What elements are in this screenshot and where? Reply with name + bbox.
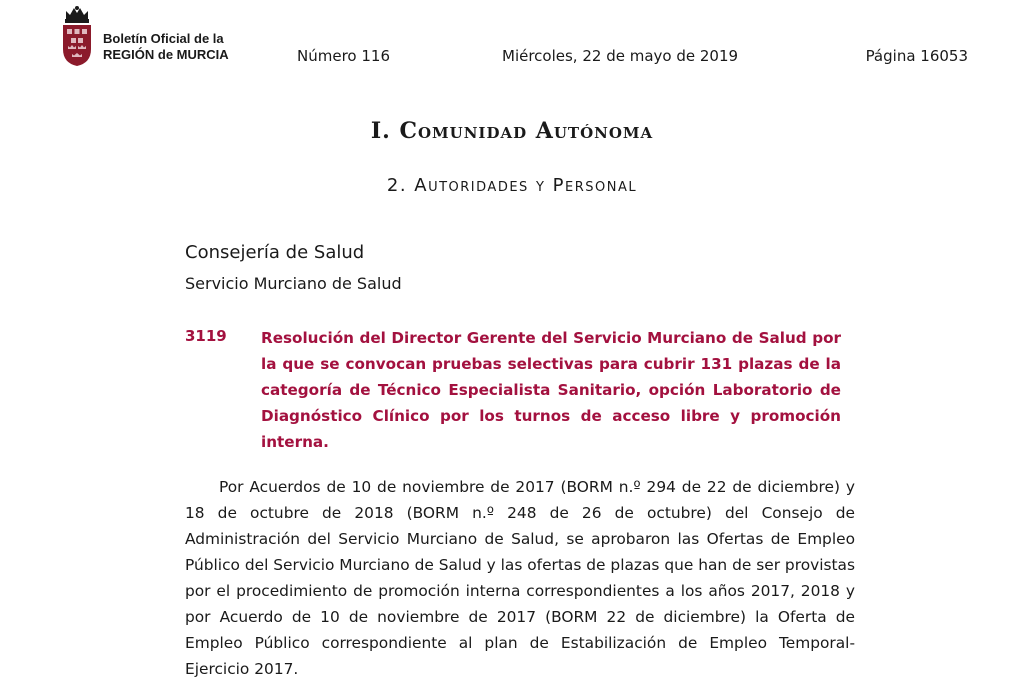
section-title: I. Comunidad Autónoma <box>370 118 654 144</box>
issue-number: Número 116 <box>297 47 390 65</box>
department-name: Consejería de Salud <box>185 242 365 263</box>
coat-of-arms-icon <box>60 5 94 67</box>
page-number: Página 16053 <box>865 47 968 65</box>
brand-line-2: REGIÓN de MURCIA <box>103 47 229 62</box>
document-header <box>0 0 1024 80</box>
issue-date: Miércoles, 22 de mayo de 2019 <box>502 47 739 65</box>
subsection-title: 2. Autoridades y Personal <box>386 175 638 196</box>
body-paragraph: Por Acuerdos de 10 de noviembre de 2017 (BORM n.º 294 de 22 de diciembre) y 18 de octubre de 2018 (BORM n.º 248 de 26 de octubre) del Consejo de Administración del Servicio Murciano de Salud, se aprobaron las Ofertas de Empleo Público del Servicio Murciano de Salud y las ofertas de plazas que han de ser provistas por el procedimiento de promoción interna correspondientes a los años 2017, 2018 y por Acuerdo de 10 de noviembre de 2017 (BORM 22 de diciembre) la Oferta de Empleo Público correspondiente al plan de Estabilización de Empleo Temporal-Ejercicio 2017. <box>185 478 855 678</box>
service-name: Servicio Murciano de Salud <box>185 274 402 293</box>
bulletin-brand <box>103 31 229 63</box>
brand-line-1: Boletín Oficial de la <box>103 31 224 46</box>
resolution-title: Resolución del Director Gerente del Servicio Murciano de Salud por la que se convocan pruebas selectivas para cubrir 131 plazas de la categoría de Técnico Especialista Sanitario, opción Laboratorio de Diagnóstico Clínico por los turnos de acceso libre y promoción interna. <box>261 329 841 451</box>
resolution-number: 3119 <box>185 327 227 345</box>
